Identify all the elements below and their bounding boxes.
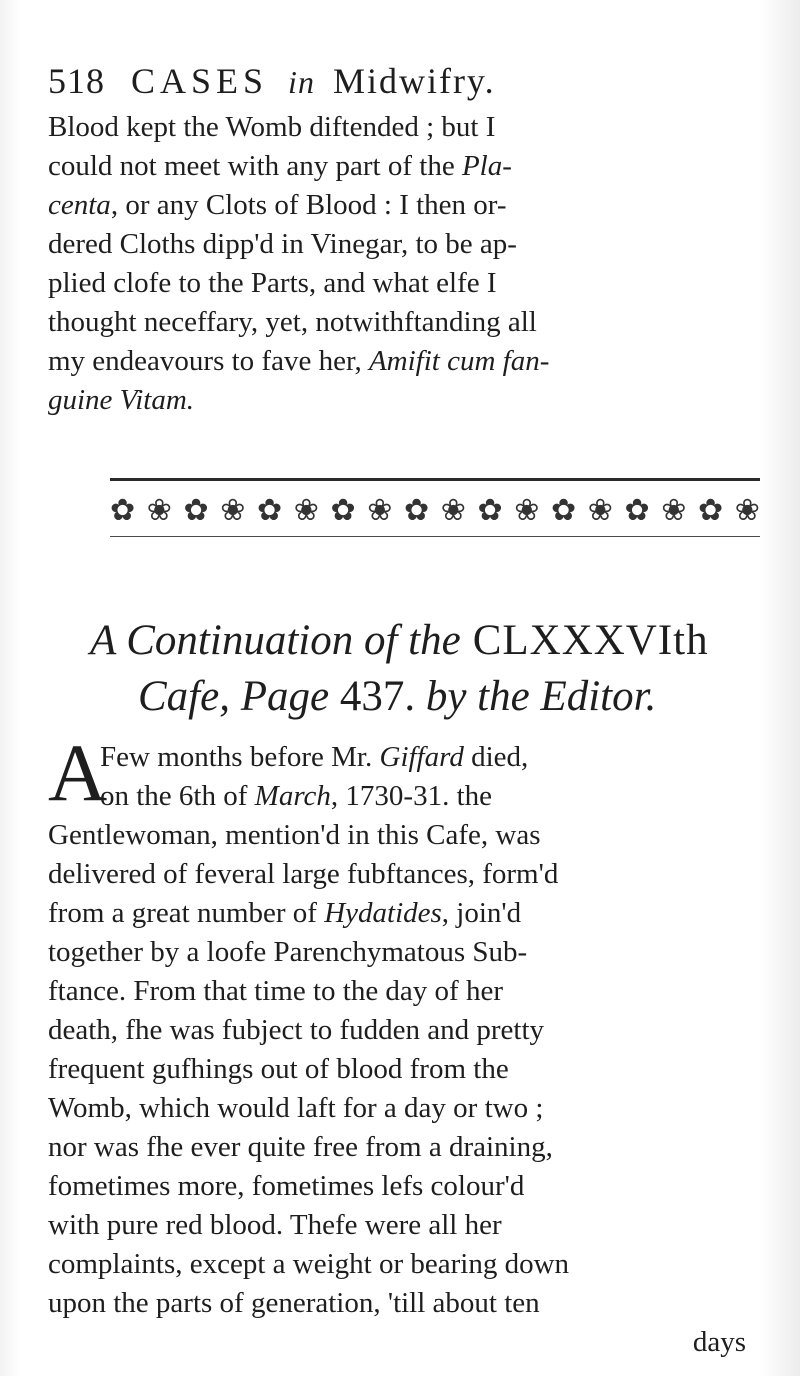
flower-ornament-icon: ❀ [734, 492, 760, 528]
text-line: death, fhe was fubject to fudden and pretty [48, 1014, 545, 1046]
text-line: on the 6th of March, 1730-31. the [100, 780, 492, 812]
section-title-line-2: Cafe, Page 437. by the Editor. [138, 673, 657, 720]
text-line: plied clofe to the Parts, and what elfe I [48, 267, 497, 299]
text-line: dered Cloths dipp'd in Vinegar, to be ap- [48, 228, 517, 260]
header-title-cases: CASES [131, 61, 269, 101]
text-line: thought neceffary, yet, notwithftanding all [48, 306, 537, 338]
text-line: nor was fhe ever quite free from a draining, [48, 1131, 553, 1163]
text-line: could not meet with any part of the Pla- [48, 150, 512, 182]
flower-ornament-icon: ✿ [698, 492, 724, 528]
flower-ornament-icon: ✿ [551, 492, 577, 528]
flower-ornament-icon: ❀ [146, 492, 172, 528]
text-line: Womb, which would laft for a day or two ; [48, 1092, 544, 1124]
flower-ornament-icon: ❀ [367, 492, 393, 528]
text-line: guine Vitam. [48, 384, 195, 416]
flower-ornament-icon: ❀ [440, 492, 466, 528]
flower-ornament-icon: ✿ [110, 492, 136, 528]
text-line: Blood kept the Womb diftended ; but I [48, 111, 496, 143]
text-line: my endeavours to fave her, Amifit cum fan- [48, 345, 550, 377]
text-line: together by a loofe Parenchymatous Sub- [48, 936, 528, 968]
flower-ornament-row [110, 488, 760, 532]
page-number: 518 [48, 61, 105, 101]
divider-rule-bottom [110, 536, 760, 537]
text-line: Few months before Mr. Giffard died, [100, 741, 529, 773]
flower-ornament-icon: ✿ [330, 492, 356, 528]
text-line: complaints, except a weight or bearing down [48, 1248, 570, 1280]
text-line: from a great number of Hydatides, join'd [48, 897, 522, 929]
paragraph-closing-case [48, 108, 770, 420]
header-title-subject: Midwifry. [332, 61, 496, 101]
flower-ornament-icon: ❀ [514, 492, 540, 528]
text-line: centa, or any Clots of Blood : I then or- [48, 189, 507, 221]
drop-cap: A [48, 727, 108, 818]
text-line: delivered of feveral large fubftances, form'd [48, 858, 559, 890]
running-header [48, 60, 768, 102]
flower-ornament-icon: ✿ [404, 492, 430, 528]
text-line: frequent gufhings out of blood from the [48, 1053, 509, 1085]
text-line: ftance. From that time to the day of her [48, 975, 503, 1007]
section-title-line-1: A Continuation of the CLXXXVIth [90, 617, 709, 664]
flower-ornament-icon: ✿ [257, 492, 283, 528]
text-line: fometimes more, fometimes lefs colour'd [48, 1170, 525, 1202]
header-title-in: in [288, 64, 315, 100]
flower-ornament-icon: ❀ [587, 492, 613, 528]
flower-ornament-icon: ❀ [661, 492, 687, 528]
flower-ornament-icon: ✿ [477, 492, 503, 528]
flower-ornament-icon: ❀ [293, 492, 319, 528]
catchword: days [692, 1326, 746, 1358]
text-line: upon the parts of generation, 'till about ten [48, 1287, 540, 1319]
flower-ornament-icon: ✿ [624, 492, 650, 528]
divider-rule-top [110, 478, 760, 481]
text-line: Gentlewoman, mention'd in this Cafe, was [48, 819, 541, 851]
text-line: with pure red blood. Thefe were all her [48, 1209, 502, 1241]
flower-ornament-icon: ❀ [220, 492, 246, 528]
paragraph-continuation [48, 738, 770, 1362]
ornamental-divider [110, 478, 760, 542]
flower-ornament-icon: ✿ [183, 492, 209, 528]
